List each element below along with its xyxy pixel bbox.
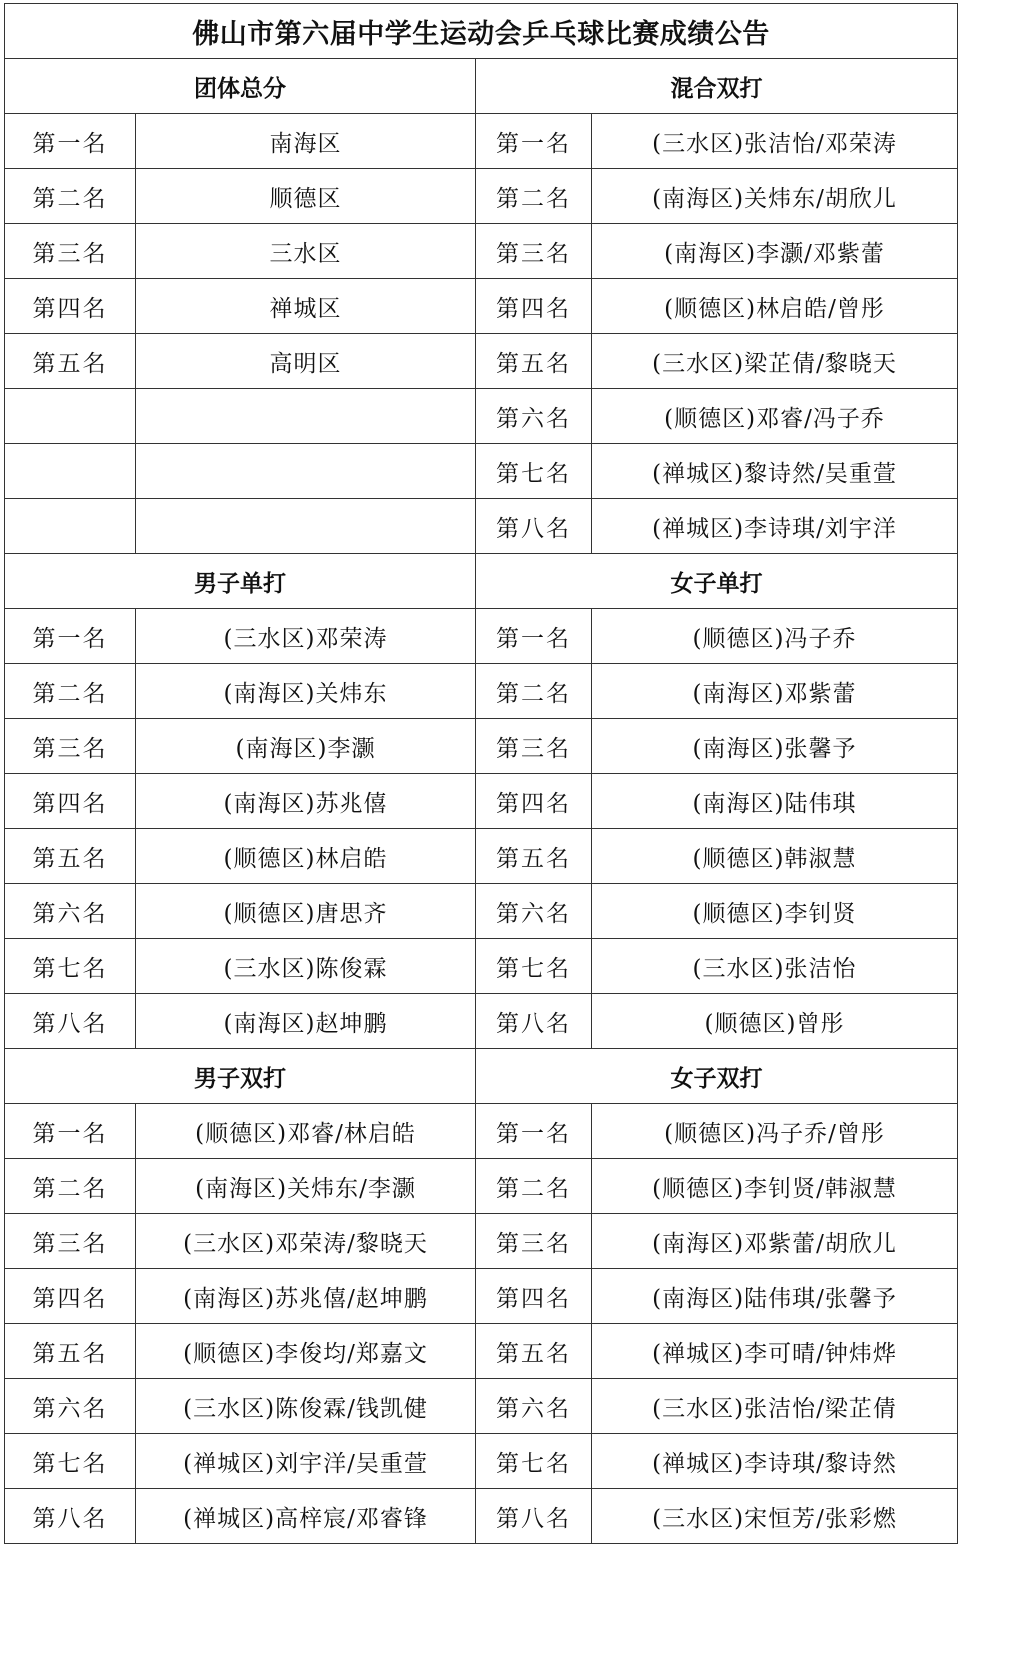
winner-cell: (三水区)张洁怡 xyxy=(592,939,958,994)
rank-cell: 第五名 xyxy=(5,829,136,884)
rank-cell: 第三名 xyxy=(5,719,136,774)
rank-cell: 第一名 xyxy=(476,609,592,664)
rank-cell: 第五名 xyxy=(476,334,592,389)
winner-cell: (南海区)关炜东 xyxy=(136,664,476,719)
winner-cell: (南海区)陆伟琪 xyxy=(592,774,958,829)
winner-cell: (三水区)宋恒芳/张彩燃 xyxy=(592,1489,958,1544)
rank-cell: 第二名 xyxy=(5,169,136,224)
winner-cell: (南海区)李灏 xyxy=(136,719,476,774)
winner-cell: (禅城区)黎诗然/吴重萱 xyxy=(592,444,958,499)
section-header-mixed-doubles: 混合双打 xyxy=(476,59,958,114)
table-row xyxy=(5,774,958,829)
rank-cell: 第三名 xyxy=(476,719,592,774)
rank-cell: 第六名 xyxy=(476,389,592,444)
winner-cell: (南海区)邓紫蕾/胡欣儿 xyxy=(592,1214,958,1269)
table-row xyxy=(5,884,958,939)
table-row xyxy=(5,279,958,334)
rank-cell: 第二名 xyxy=(476,169,592,224)
section-header-row xyxy=(5,59,958,114)
winner-cell: (三水区)陈俊霖/钱凯健 xyxy=(136,1379,476,1434)
winner-cell: (三水区)张洁怡/梁芷倩 xyxy=(592,1379,958,1434)
results-table xyxy=(4,3,958,1544)
winner-cell: (顺德区)林启皓 xyxy=(136,829,476,884)
winner-cell: (顺德区)曾彤 xyxy=(592,994,958,1049)
rank-cell xyxy=(5,499,136,554)
table-row xyxy=(5,609,958,664)
winner-cell: (南海区)陆伟琪/张馨予 xyxy=(592,1269,958,1324)
rank-cell: 第四名 xyxy=(5,774,136,829)
winner-cell xyxy=(136,444,476,499)
rank-cell: 第四名 xyxy=(5,279,136,334)
table-row xyxy=(5,1379,958,1434)
rank-cell: 第五名 xyxy=(5,1324,136,1379)
section-header-mens-singles: 男子单打 xyxy=(5,554,476,609)
winner-cell: (顺德区)韩淑慧 xyxy=(592,829,958,884)
winner-cell: (禅城区)李可晴/钟炜烨 xyxy=(592,1324,958,1379)
rank-cell: 第三名 xyxy=(5,1214,136,1269)
rank-cell: 第四名 xyxy=(5,1269,136,1324)
winner-cell: (南海区)李灏/邓紫蕾 xyxy=(592,224,958,279)
winner-cell: (禅城区)高梓宸/邓睿锋 xyxy=(136,1489,476,1544)
table-row xyxy=(5,994,958,1049)
table-row xyxy=(5,1324,958,1379)
rank-cell: 第三名 xyxy=(476,224,592,279)
page-title: 佛山市第六届中学生运动会乒乓球比赛成绩公告 xyxy=(5,4,958,59)
rank-cell: 第二名 xyxy=(476,664,592,719)
section-header-row xyxy=(5,1049,958,1104)
section-header-team-total: 团体总分 xyxy=(5,59,476,114)
table-row xyxy=(5,169,958,224)
table-row xyxy=(5,719,958,774)
winner-cell: (顺德区)冯子乔 xyxy=(592,609,958,664)
title-row xyxy=(5,4,958,59)
winner-cell xyxy=(136,389,476,444)
winner-cell: (南海区)关炜东/李灏 xyxy=(136,1159,476,1214)
rank-cell: 第一名 xyxy=(476,1104,592,1159)
rank-cell: 第七名 xyxy=(5,1434,136,1489)
winner-cell: (三水区)张洁怡/邓荣涛 xyxy=(592,114,958,169)
winner-cell: (禅城区)刘宇洋/吴重萱 xyxy=(136,1434,476,1489)
winner-cell: 三水区 xyxy=(136,224,476,279)
rank-cell: 第二名 xyxy=(476,1159,592,1214)
rank-cell: 第五名 xyxy=(5,334,136,389)
rank-cell xyxy=(5,444,136,499)
winner-cell: (顺德区)邓睿/林启皓 xyxy=(136,1104,476,1159)
rank-cell: 第七名 xyxy=(476,444,592,499)
table-row xyxy=(5,829,958,884)
rank-cell: 第八名 xyxy=(476,1489,592,1544)
winner-cell: (顺德区)林启皓/曾彤 xyxy=(592,279,958,334)
winner-cell: 顺德区 xyxy=(136,169,476,224)
winner-cell: (三水区)梁芷倩/黎晓天 xyxy=(592,334,958,389)
rank-cell: 第六名 xyxy=(476,884,592,939)
rank-cell: 第四名 xyxy=(476,279,592,334)
winner-cell: (顺德区)李钊贤 xyxy=(592,884,958,939)
winner-cell: (禅城区)李诗琪/黎诗然 xyxy=(592,1434,958,1489)
rank-cell: 第七名 xyxy=(476,939,592,994)
table-row xyxy=(5,334,958,389)
winner-cell: (南海区)邓紫蕾 xyxy=(592,664,958,719)
rank-cell: 第六名 xyxy=(5,884,136,939)
rank-cell: 第二名 xyxy=(5,1159,136,1214)
table-row xyxy=(5,1269,958,1324)
winner-cell: (三水区)邓荣涛 xyxy=(136,609,476,664)
rank-cell: 第七名 xyxy=(5,939,136,994)
section-header-row xyxy=(5,554,958,609)
table-row xyxy=(5,499,958,554)
rank-cell: 第一名 xyxy=(5,114,136,169)
rank-cell: 第八名 xyxy=(476,994,592,1049)
rank-cell: 第四名 xyxy=(476,774,592,829)
rank-cell: 第三名 xyxy=(476,1214,592,1269)
winner-cell: (三水区)陈俊霖 xyxy=(136,939,476,994)
winner-cell: (禅城区)李诗琪/刘宇洋 xyxy=(592,499,958,554)
rank-cell: 第一名 xyxy=(5,609,136,664)
section-header-womens-singles: 女子单打 xyxy=(476,554,958,609)
table-row xyxy=(5,444,958,499)
table-row xyxy=(5,389,958,444)
section-header-mens-doubles: 男子双打 xyxy=(5,1049,476,1104)
winner-cell: (南海区)赵坤鹏 xyxy=(136,994,476,1049)
table-row xyxy=(5,664,958,719)
table-row xyxy=(5,1489,958,1544)
rank-cell: 第八名 xyxy=(5,994,136,1049)
winner-cell: (三水区)邓荣涛/黎晓天 xyxy=(136,1214,476,1269)
winner-cell: (南海区)苏兆僖 xyxy=(136,774,476,829)
rank-cell: 第五名 xyxy=(476,1324,592,1379)
winner-cell: 禅城区 xyxy=(136,279,476,334)
table-row xyxy=(5,939,958,994)
winner-cell: (顺德区)唐思齐 xyxy=(136,884,476,939)
rank-cell: 第四名 xyxy=(476,1269,592,1324)
rank-cell: 第一名 xyxy=(476,114,592,169)
rank-cell xyxy=(5,389,136,444)
table-row xyxy=(5,1214,958,1269)
winner-cell: (南海区)关炜东/胡欣儿 xyxy=(592,169,958,224)
winner-cell: 高明区 xyxy=(136,334,476,389)
winner-cell: (顺德区)李俊均/郑嘉文 xyxy=(136,1324,476,1379)
table-row xyxy=(5,114,958,169)
table-row xyxy=(5,1434,958,1489)
rank-cell: 第二名 xyxy=(5,664,136,719)
rank-cell: 第六名 xyxy=(5,1379,136,1434)
rank-cell: 第三名 xyxy=(5,224,136,279)
rank-cell: 第六名 xyxy=(476,1379,592,1434)
winner-cell: (顺德区)冯子乔/曾彤 xyxy=(592,1104,958,1159)
rank-cell: 第八名 xyxy=(476,499,592,554)
section-header-womens-doubles: 女子双打 xyxy=(476,1049,958,1104)
winner-cell: (南海区)张馨予 xyxy=(592,719,958,774)
winner-cell: (顺德区)邓睿/冯子乔 xyxy=(592,389,958,444)
table-row xyxy=(5,224,958,279)
rank-cell: 第一名 xyxy=(5,1104,136,1159)
rank-cell: 第五名 xyxy=(476,829,592,884)
winner-cell: (南海区)苏兆僖/赵坤鹏 xyxy=(136,1269,476,1324)
winner-cell: (顺德区)李钊贤/韩淑慧 xyxy=(592,1159,958,1214)
winner-cell: 南海区 xyxy=(136,114,476,169)
table-row xyxy=(5,1159,958,1214)
rank-cell: 第八名 xyxy=(5,1489,136,1544)
rank-cell: 第七名 xyxy=(476,1434,592,1489)
winner-cell xyxy=(136,499,476,554)
table-row xyxy=(5,1104,958,1159)
